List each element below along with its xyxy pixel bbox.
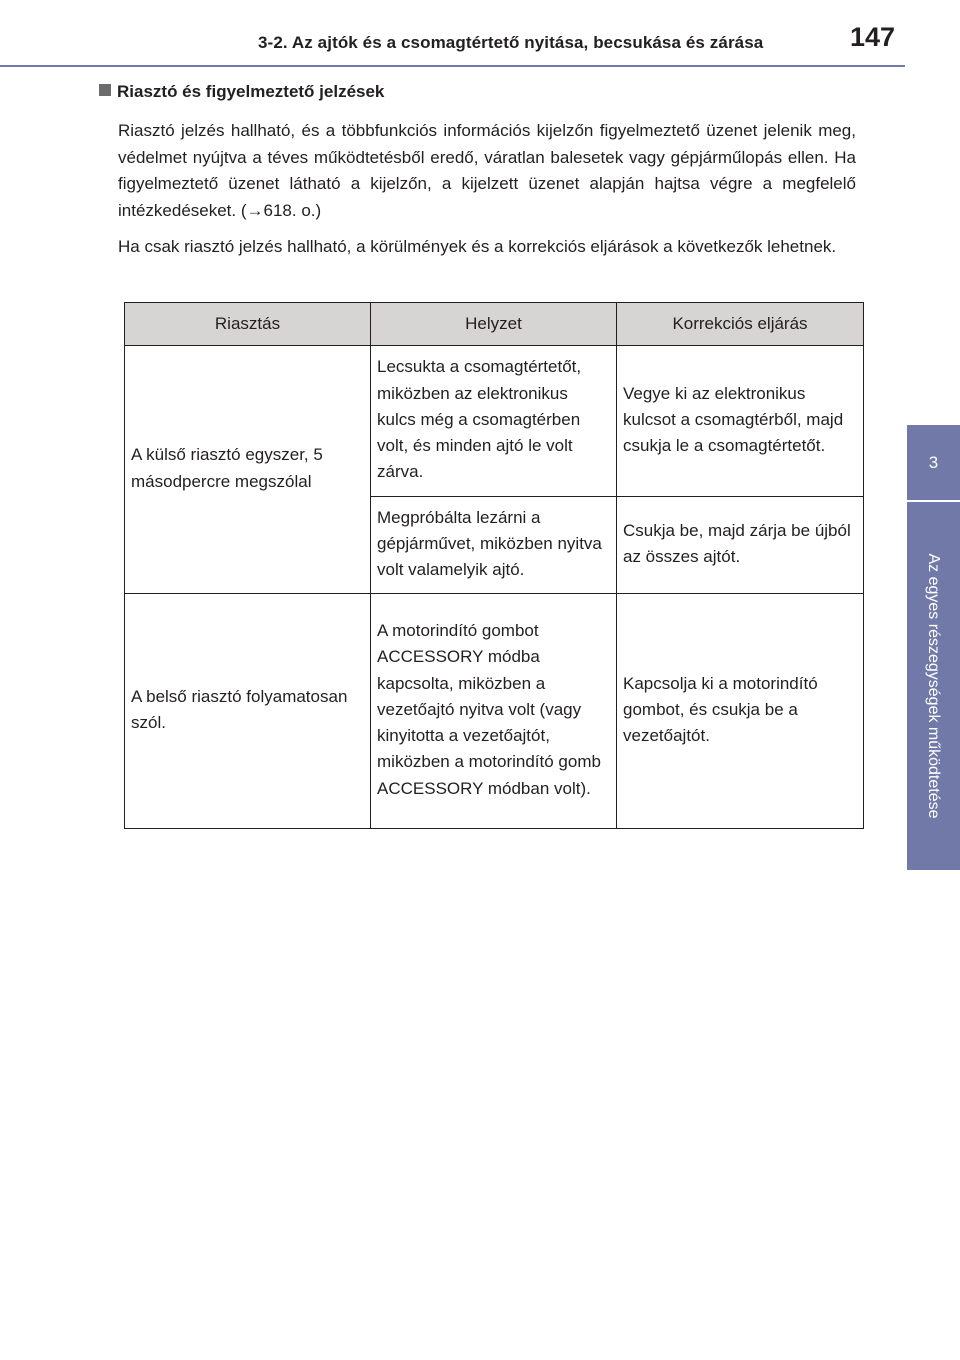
- table-row: [125, 594, 864, 829]
- table-row: [125, 346, 864, 497]
- situation-cell: Megpróbálta lezárni a gépjárművet, miközben nyitva volt valamelyik ajtó.: [371, 497, 617, 594]
- chapter-tab-title: Az egyes részegységek működtetése: [925, 553, 942, 819]
- situation-cell: A motorindító gombot ACCESSORY módba kapcsolta, miközben a vezetőajtó nyitva volt (vagy kinyitotta a vezetőajtót, miközben a motorindító gomb ACCESSORY módban volt).: [371, 594, 617, 829]
- conditions-paragraph: Ha csak riasztó jelzés hallható, a körülmények és a korrekciós eljárások a következők lehetnek.: [118, 237, 837, 256]
- section-heading: [99, 82, 384, 102]
- section-heading-text: Riasztó és figyelmeztető jelzések: [117, 82, 385, 101]
- heading-square-icon: [99, 84, 111, 96]
- chapter-tab-number[interactable]: 3: [907, 425, 960, 500]
- column-header-situation: Helyzet: [371, 303, 617, 346]
- procedure-cell: Csukja be, majd zárja be újból az összes ajtót.: [617, 497, 864, 594]
- procedure-cell: Vegye ki az elektronikus kulcsot a csomagtérből, majd csukja le a csomagtértetőt.: [617, 346, 864, 497]
- alarm-cell: A külső riasztó egyszer, 5 másodpercre megszólal: [125, 346, 371, 594]
- table-header-row: [125, 303, 864, 346]
- alarm-table: [124, 302, 864, 829]
- situation-cell: Lecsukta a csomagtértetőt, miközben az elektronikus kulcs még a csomagtérben volt, és minden ajtó le volt zárva.: [371, 346, 617, 497]
- column-header-procedure: Korrekciós eljárás: [617, 303, 864, 346]
- column-header-alarm: Riasztás: [125, 303, 371, 346]
- running-header-title: 3-2. Az ajtók és a csomagtértető nyitása, becsukása és zárása: [258, 33, 764, 52]
- procedure-cell: Kapcsolja ki a motorindító gombot, és csukja be a vezetőajtót.: [617, 594, 864, 829]
- page-number: 147: [850, 22, 896, 52]
- header-divider: [0, 65, 905, 67]
- intro-paragraph: Riasztó jelzés hallható, és a többfunkciós információs kijelzőn figyelmeztető üzenet jelenik meg, védelmet nyújtva a téves működtetésből eredő, váratlan balesetek vagy gépjárműlopás ellen. Ha figyelmeztető üzenet látható a kijelzőn, a kijelzett üzenet alapján hajtsa végre a megfelelő intézkedéseket. (→618. o.): [118, 121, 856, 220]
- alarm-cell: A belső riasztó folyamatosan szól.: [125, 594, 371, 829]
- chapter-tab[interactable]: [907, 502, 960, 870]
